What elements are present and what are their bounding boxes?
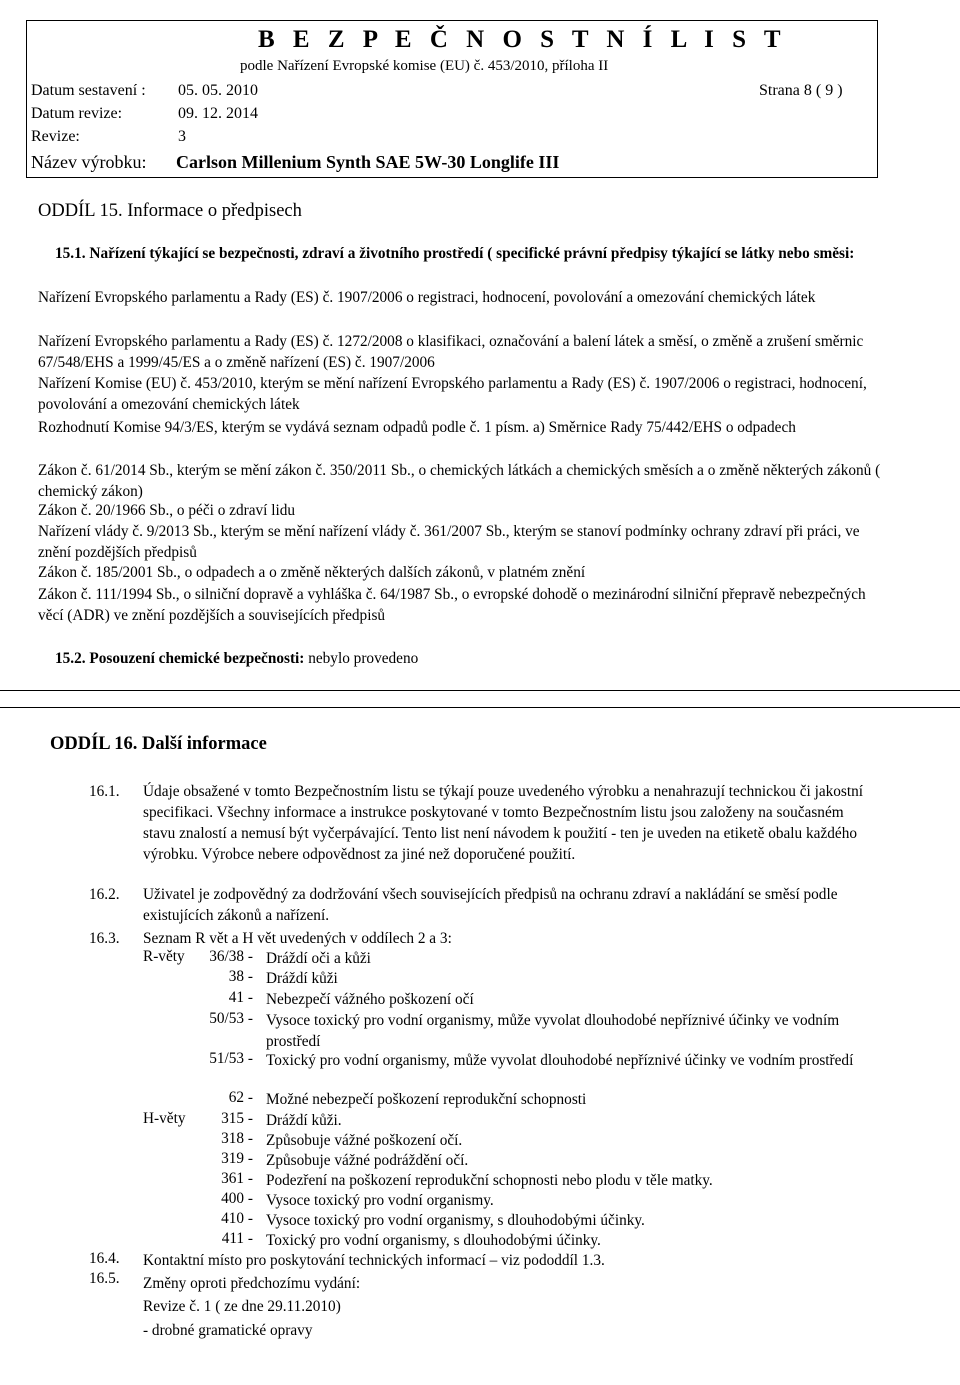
item-16-4-number: 16.4. <box>89 1250 120 1267</box>
r-phrase-desc: Toxický pro vodní organismy, může vyvolat dlouhodobé nepříznivé účinky ve vodním prostředí <box>266 1052 854 1069</box>
h-phrase-desc: Vysoce toxický pro vodní organismy, s dlouhodobými účinky. <box>266 1212 645 1229</box>
section-15-2-title: 15.2. Posouzení chemické bezpečnosti: <box>55 650 305 667</box>
r-phrase-code: 50/53 - <box>209 1010 253 1027</box>
r-phrase-code: 51/53 - <box>209 1050 253 1067</box>
h-phrase-desc: Dráždí kůži. <box>266 1112 342 1129</box>
revision-change: - drobné gramatické opravy <box>143 1322 313 1339</box>
r-phrase-desc: Dráždí oči a kůži <box>266 950 371 967</box>
r-phrase-code: 41 - <box>228 989 253 1006</box>
item-16-2-number: 16.2. <box>89 886 120 903</box>
regulation-6: Zákon č. 20/1966 Sb., o péči o zdraví lidu <box>38 502 296 519</box>
date-created-value: 05. 05. 2010 <box>178 82 258 99</box>
h-phrase-desc: Podezření na poškození reprodukční schopnosti nebo plodu v těle matky. <box>266 1172 713 1189</box>
revision-value: 3 <box>178 128 186 145</box>
regulation-8: Zákon č. 185/2001 Sb., o odpadech a o změně některých dalších zákonů, v platném znění <box>38 564 586 581</box>
item-16-2-text: Uživatel je zodpovědný za dodržování všech souvisejících předpisů na ochranu zdraví a nakládání se směsí podle existujících zákonů a nařízení. <box>143 886 838 924</box>
r-phrase-desc: Možné nebezpečí poškození reprodukční schopnosti <box>266 1091 587 1108</box>
h-phrase-code: 400 - <box>221 1190 253 1207</box>
section-15-1-title: 15.1. Nařízení týkající se bezpečnosti, zdraví a životního prostředí ( specifické právní předpisy týkající se látky nebo směsi: <box>55 245 855 262</box>
regulation-3: Nařízení Komise (EU) č. 453/2010, kterým se mění nařízení Evropského parlamentu a Rady (ES) č. 1907/2006 o registraci, hodnocení, povolování a omezování chemických látek <box>38 375 867 413</box>
product-name: Carlson Millenium Synth SAE 5W-30 Longlife III <box>176 152 560 172</box>
h-phrases-label: H-věty <box>143 1110 186 1127</box>
item-16-1-number: 16.1. <box>89 783 120 800</box>
r-phrase-code: 36/38 - <box>209 948 253 965</box>
section-16-title: ODDÍL 16. Další informace <box>50 734 267 754</box>
item-16-5-number: 16.5. <box>89 1270 120 1287</box>
item-16-3-text: Seznam R vět a H vět uvedených v oddílech 2 a 3: <box>143 930 452 947</box>
r-phrase-desc: Dráždí kůži <box>266 970 338 987</box>
regulation-7: Nařízení vlády č. 9/2013 Sb., kterým se mění nařízení vlády č. 361/2007 Sb., kterým se stanoví podmínky ochrany zdraví při práci, ve znění pozdějších předpisů <box>38 523 860 561</box>
date-revised-label: Datum revize: <box>31 105 123 122</box>
product-label: Název výrobku: <box>31 152 147 172</box>
item-16-3-number: 16.3. <box>89 930 120 947</box>
item-16-5-text: Změny oproti předchozímu vydání: <box>143 1275 361 1292</box>
h-phrase-desc: Vysoce toxický pro vodní organismy. <box>266 1192 494 1209</box>
regulation-4: Rozhodnutí Komise 94/3/ES, kterým se vydává seznam odpadů podle č. 1 písm. a) Směrnice Rady 75/442/EHS o odpadech <box>38 419 796 436</box>
r-phrases-label: R-věty <box>143 948 185 965</box>
date-revised-value: 09. 12. 2014 <box>178 105 258 122</box>
r-phrase-code: 62 - <box>228 1089 253 1106</box>
item-16-4-text: Kontaktní místo pro poskytování technických informací – viz pododdíl 1.3. <box>143 1252 605 1269</box>
divider-bottom <box>0 707 960 708</box>
h-phrase-code: 318 - <box>221 1130 253 1147</box>
regulation-2: Nařízení Evropského parlamentu a Rady (ES) č. 1272/2008 o klasifikaci, označování a balení látek a směsí, o změně a zrušení směrnic 67/548/EHS a 1999/45/ES a o změně nařízení (ES) č. 1907/2006 <box>38 333 864 371</box>
regulation-9: Zákon č. 111/1994 Sb., o silniční dopravě a vyhláška č. 64/1987 Sb., o evropské dohodě o mezinárodní silniční přepravě nebezpečných věcí (ADR) ve znění pozdějších a souvisejících předpisů <box>38 586 866 624</box>
h-phrase-code: 315 - <box>221 1110 253 1127</box>
section-15-2 <box>55 650 418 668</box>
h-phrase-code: 411 - <box>221 1230 253 1247</box>
section-15-title: ODDÍL 15. Informace o předpisech <box>38 201 302 221</box>
section-15-2-text: nebylo provedeno <box>304 650 419 667</box>
h-phrase-code: 361 - <box>221 1170 253 1187</box>
page-number: Strana 8 ( 9 ) <box>759 82 843 99</box>
r-phrase-desc: Nebezpečí vážného poškození očí <box>266 991 474 1008</box>
document-subtitle: podle Nařízení Evropské komise (EU) č. 453/2010, příloha II <box>240 58 609 74</box>
divider-top <box>0 690 960 691</box>
h-phrase-code: 410 - <box>221 1210 253 1227</box>
regulation-5: Zákon č. 61/2014 Sb., kterým se mění zákon č. 350/2011 Sb., o chemických látkách a chemických směsích a o změně některých zákonů ( chemický zákon) <box>38 462 881 500</box>
h-phrase-desc: Způsobuje vážné podráždění očí. <box>266 1152 469 1169</box>
date-created-label: Datum sestavení : <box>31 82 146 99</box>
regulation-1: Nařízení Evropského parlamentu a Rady (ES) č. 1907/2006 o registraci, hodnocení, povolování a omezování chemických látek <box>38 289 816 306</box>
item-16-1-text: Údaje obsažené v tomto Bezpečnostním listu se týkají pouze uvedeného výrobku a nenahrazují technickou či jakostní specifikaci. Všechny informace a instrukce poskytované v tomto Bezpečnostním listu jsou založeny na současném stavu znalostí a nemusí být vyčerpávající. Tento list není návodem k použití - ten je uveden na etiketě obalu každého výrobku. Výrobce nebere odpovědnost za jiné než doporučené použití. <box>143 783 864 863</box>
revision-note: Revize č. 1 ( ze dne 29.11.2010) <box>143 1298 341 1315</box>
r-phrase-desc: Vysoce toxický pro vodní organismy, může vyvolat dlouhodobé nepříznivé účinky ve vodním prostředí <box>266 1012 840 1050</box>
document-title: B E Z P E Č N O S T N Í L I S T <box>258 26 787 53</box>
h-phrase-desc: Způsobuje vážné poškození očí. <box>266 1132 463 1149</box>
h-phrase-desc: Toxický pro vodní organismy, s dlouhodobými účinky. <box>266 1232 601 1249</box>
h-phrase-code: 319 - <box>221 1150 253 1167</box>
revision-label: Revize: <box>31 128 80 145</box>
r-phrase-code: 38 - <box>228 968 253 985</box>
